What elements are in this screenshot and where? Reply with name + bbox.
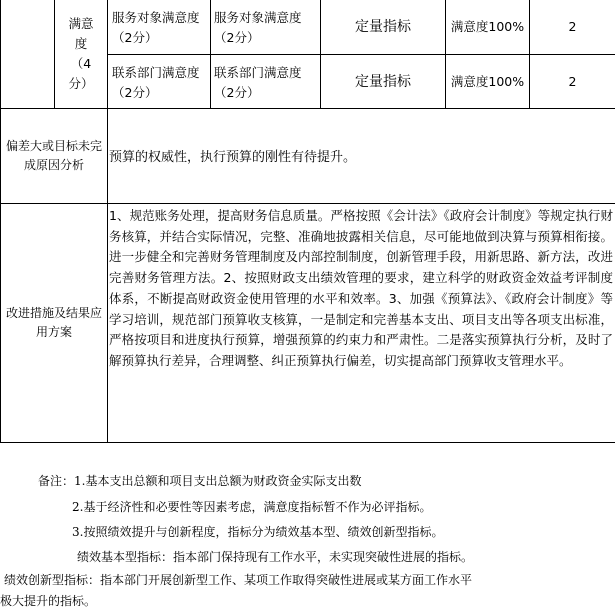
note-4: 绩效基本型指标：指本部门保持现有工作水平，未实现突破性进展的指标。 [77, 550, 474, 564]
grid-v-left [0, 0, 1, 443]
note-6: 极大提升的指标。 [0, 594, 97, 608]
improve-label: 改进措施及结果应用方案 [6, 306, 103, 339]
note-3: 3.按照绩效提升与创新程度，指标分为绩效基本型、绩效创新型指标。 [72, 525, 444, 539]
table-row-2-desc: 联系部门满意度（2分） [214, 65, 302, 100]
group-label [55, 0, 107, 108]
grid-v-desc [210, 0, 211, 108]
grid-v-name [107, 0, 108, 443]
table-row-2-score: 2 [568, 73, 577, 89]
grid-h-improve-bottom [0, 442, 615, 443]
note-2: 2.基于经济性和必要性等因素考虑，满意度指标暂不作为必评指标。 [72, 500, 432, 514]
table-row-2-name: 联系部门满意度（2分） [112, 65, 200, 100]
table-row-2-type: 定量指标 [355, 73, 411, 90]
deviation-text: 预算的权威性，执行预算的刚性有待提升。 [109, 150, 357, 165]
group-label-text: 满意度（4分） [68, 16, 94, 91]
table-row-1-score: 2 [568, 19, 577, 34]
table-row-1-type: 定量指标 [355, 19, 411, 35]
note-1: 备注：1.基本支出总额和项目支出总额为财政资金实际支出数 [38, 474, 362, 488]
table-row-1-value: 满意度100% [450, 19, 525, 34]
table-row-1-name: 服务对象满意度（2分） [112, 10, 200, 45]
table-row-2-value: 满意度100% [450, 73, 525, 89]
improve-text: 1、规范账务处理，提高财务信息质量。严格按照《会计法》《政府会计制度》等规定执行财务核算，并结合实际情况，完整、准确地披露相关信息，尽可能地做到决算与预算相衔接。进一步健全和完善财务管理制度及内部控制制度，创新管理手段，用新思路、新方法，改进完善财务管理方法。2、按照财政支出绩效管理的要求，建立科学的财政资金效益考评制度体系，不断提高财政资金使用管理的水平和效率。3、加强《预算法》、《政府会计制度》等学习培训，规范部门预算收支核算，一是制定和完善基本支出、项目支出等各项支出标准，严格按项目和进度执行预算，增强预算的约束力和严肃性。二是落实预算执行分析，及时了解预算执行差异，合理调整、纠正预算执行偏差，切实提高部门预算收支管理水平。 [109, 208, 613, 368]
table-row-1-desc: 服务对象满意度（2分） [214, 10, 302, 45]
deviation-label: 偏差大或目标未完成原因分析 [6, 139, 103, 172]
note-5: 绩效创新型指标：指本部门开展创新型工作、某项工作取得突破性进展或某方面工作水平 [4, 573, 473, 587]
